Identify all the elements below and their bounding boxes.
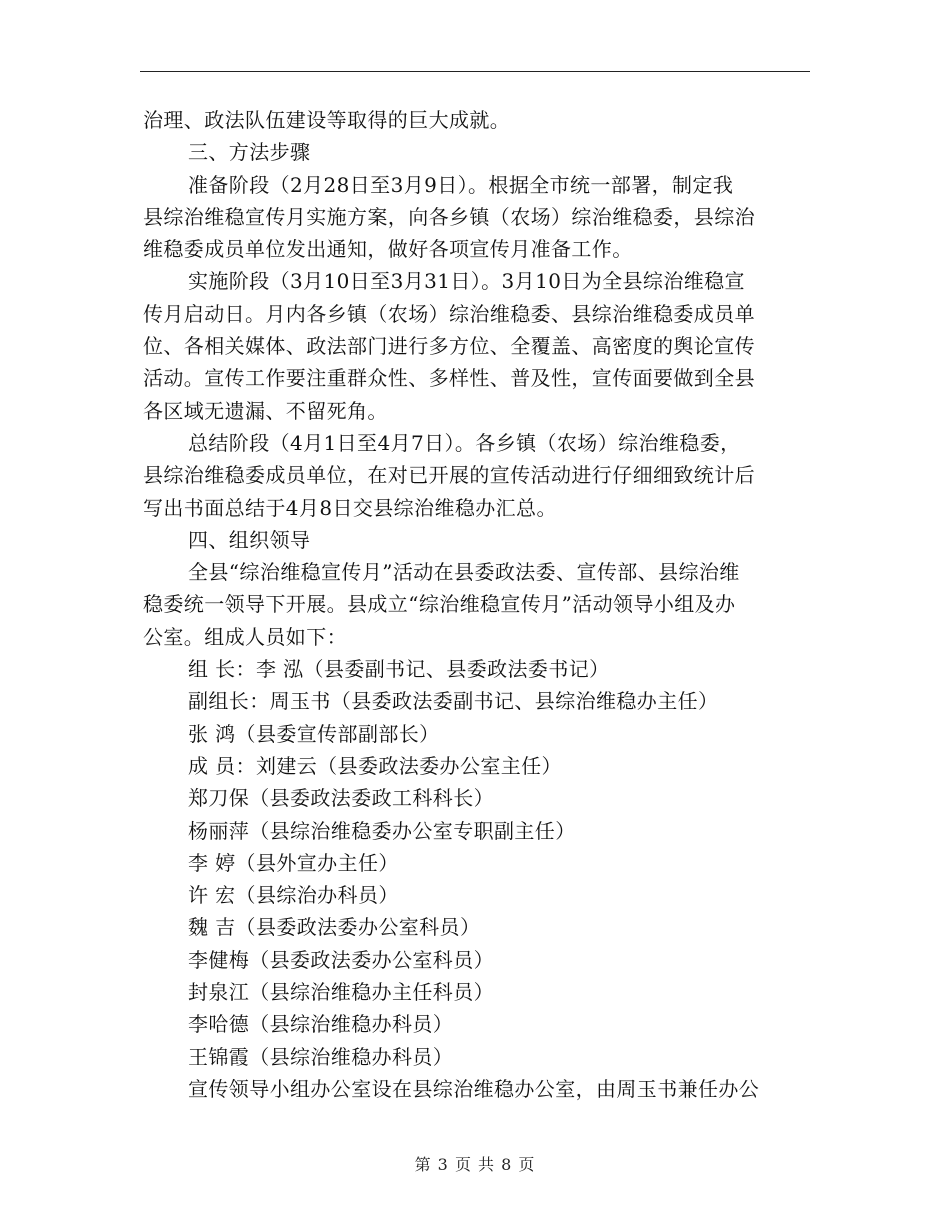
text-line: 写出书面总结于4月8日交县综治维稳办汇总。	[143, 495, 557, 520]
text-line: 稳委统一领导下开展。县成立“综治维稳宣传月”活动领导小组及办	[143, 592, 736, 617]
text-line: 李健梅（县委政法委办公室科员）	[188, 947, 494, 972]
text-line: 传月启动日。月内各乡镇（农场）综治维稳委、县综治维稳委成员单	[143, 301, 755, 326]
text-line: 宣传领导小组办公室设在县综治维稳办公室，由周玉书兼任办公	[188, 1076, 760, 1101]
text-line: 四、组织领导	[188, 527, 311, 552]
text-line: 张 鸿（县委宣传部副部长）	[188, 721, 440, 746]
text-line: 准备阶段（2月28日至3月9日）。根据全市统一部署，制定我	[188, 172, 734, 197]
text-line: 全县“综治维稳宣传月”活动在县委政法委、宣传部、县综治维	[188, 560, 740, 585]
text-line: 魏 吉（县委政法委办公室科员）	[188, 915, 481, 940]
text-line: 维稳委成员单位发出通知，做好各项宣传月准备工作。	[143, 237, 633, 262]
text-line: 杨丽萍（县综治维稳委办公室专职副主任）	[188, 818, 576, 843]
text-line: 公室。组成人员如下：	[143, 624, 347, 649]
text-line: 副组长：周玉书（县委政法委副书记、县综治维稳办主任）	[188, 689, 719, 714]
text-line: 王锦霞（县综治维稳办科员）	[188, 1044, 454, 1069]
text-line: 封泉江（县综治维稳办主任科员）	[188, 980, 494, 1005]
text-line: 县综治维稳宣传月实施方案，向各乡镇（农场）综治维稳委，县综治	[143, 204, 755, 229]
text-line: 位、各相关媒体、政法部门进行多方位、全覆盖、高密度的舆论宣传	[143, 334, 755, 359]
text-line: 实施阶段（3月10日至3月31日）。3月10日为全县综治维稳宣	[188, 269, 745, 294]
text-line: 李哈德（县综治维稳办科员）	[188, 1012, 454, 1037]
text-line: 总结阶段（4月1日至4月7日）。各乡镇（农场）综治维稳委，	[188, 430, 741, 455]
page-footer: 第 3 页 共 8 页	[414, 1155, 536, 1174]
document-body	[143, 104, 809, 1105]
text-line: 各区域无遗漏、不留死角。	[143, 398, 388, 423]
text-line: 治理、政法队伍建设等取得的巨大成就。	[143, 108, 511, 132]
text-line: 许 宏（县综治办科员）	[188, 883, 399, 908]
text-line: 李 婷（县外宣办主任）	[188, 850, 399, 875]
text-line: 活动。宣传工作要注重群众性、多样性、普及性，宣传面要做到全县	[143, 366, 755, 391]
text-line: 组 长：李 泓（县委副书记、县委政法委书记）	[188, 657, 610, 682]
text-line: 三、方法步骤	[188, 140, 311, 165]
text-line: 成 员：刘建云（县委政法委办公室主任）	[188, 753, 562, 778]
text-line: 郑刀保（县委政法委政工科科长）	[188, 786, 494, 811]
text-line: 县综治维稳委成员单位，在对已开展的宣传活动进行仔细细致统计后	[143, 463, 755, 488]
header-rule	[140, 71, 810, 72]
